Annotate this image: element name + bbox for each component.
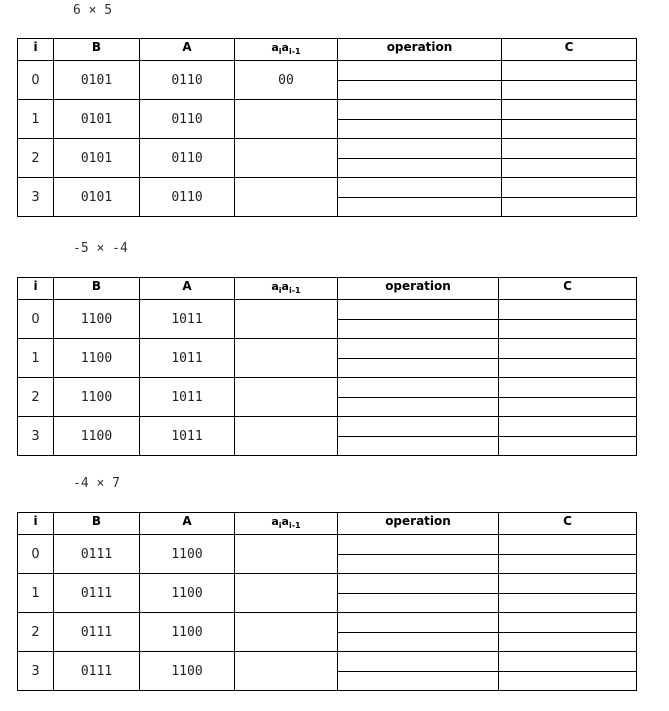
cell-pair[interactable]: [235, 652, 338, 691]
problem-caption: 6 × 5: [73, 3, 113, 18]
header-a: A: [140, 278, 235, 300]
cell-a: 1100: [140, 652, 235, 691]
cell-i: 3: [18, 178, 54, 217]
header-pair: $a_ia_{i-1}$: [235, 513, 338, 535]
cell-i: 1: [18, 100, 54, 139]
cell-operation[interactable]: [338, 574, 499, 613]
cell-i: 0: [18, 300, 54, 339]
cell-c[interactable]: [502, 61, 637, 100]
header-c: C: [499, 278, 637, 300]
problem-caption: -4 × 7: [73, 476, 120, 491]
header-operation: operation: [338, 513, 499, 535]
cell-pair[interactable]: [235, 178, 338, 217]
cell-i: 2: [18, 139, 54, 178]
table-row: [18, 178, 637, 217]
cell-c[interactable]: [499, 613, 637, 652]
cell-a: 1011: [140, 339, 235, 378]
table-row: [18, 574, 637, 613]
cell-operation[interactable]: [338, 300, 499, 339]
cell-pair[interactable]: [235, 574, 338, 613]
cell-i: 3: [18, 417, 54, 456]
header-c: C: [499, 513, 637, 535]
cell-a: 1100: [140, 574, 235, 613]
cell-pair[interactable]: [235, 300, 338, 339]
header-b: B: [54, 513, 140, 535]
cell-pair[interactable]: 00: [235, 61, 338, 100]
cell-pair[interactable]: [235, 613, 338, 652]
cell-b: 0111: [54, 652, 140, 691]
booth-table: [17, 277, 637, 456]
booth-table: [17, 512, 637, 691]
cell-i: 0: [18, 61, 54, 100]
cell-b: 1100: [54, 339, 140, 378]
header-pair: $a_ia_{i-1}$: [235, 39, 338, 61]
header-c: C: [502, 39, 637, 61]
cell-i: 2: [18, 613, 54, 652]
cell-i: 1: [18, 574, 54, 613]
table-row: [18, 417, 637, 456]
header-a: A: [140, 39, 235, 61]
cell-c[interactable]: [499, 535, 637, 574]
cell-b: 0101: [54, 61, 140, 100]
cell-c[interactable]: [499, 652, 637, 691]
table-row: [18, 300, 637, 339]
cell-pair[interactable]: [235, 417, 338, 456]
cell-i: 1: [18, 339, 54, 378]
header-i: i: [18, 513, 54, 535]
cell-a: 0110: [140, 61, 235, 100]
cell-a: 1100: [140, 535, 235, 574]
cell-c[interactable]: [499, 378, 637, 417]
header-operation: operation: [338, 278, 499, 300]
cell-operation[interactable]: [338, 100, 502, 139]
cell-operation[interactable]: [338, 378, 499, 417]
cell-i: 3: [18, 652, 54, 691]
cell-operation[interactable]: [338, 535, 499, 574]
cell-c[interactable]: [502, 100, 637, 139]
cell-a: 1011: [140, 300, 235, 339]
header-i: i: [18, 39, 54, 61]
header-operation: operation: [338, 39, 502, 61]
cell-b: 0111: [54, 574, 140, 613]
cell-a: 0110: [140, 100, 235, 139]
cell-b: 1100: [54, 417, 140, 456]
header-row: [18, 39, 637, 61]
cell-c[interactable]: [499, 417, 637, 456]
table-row: [18, 139, 637, 178]
cell-a: 0110: [140, 178, 235, 217]
cell-c[interactable]: [502, 178, 637, 217]
header-a: A: [140, 513, 235, 535]
cell-operation[interactable]: [338, 339, 499, 378]
table-row: [18, 652, 637, 691]
table-row: [18, 535, 637, 574]
table-row: [18, 100, 637, 139]
cell-c[interactable]: [499, 339, 637, 378]
cell-c[interactable]: [499, 300, 637, 339]
problem-caption: -5 × -4: [73, 241, 128, 256]
cell-pair[interactable]: [235, 378, 338, 417]
table-row: [18, 61, 637, 100]
cell-a: 1011: [140, 378, 235, 417]
cell-operation[interactable]: [338, 613, 499, 652]
cell-operation[interactable]: [338, 139, 502, 178]
cell-b: 0111: [54, 535, 140, 574]
cell-b: 0101: [54, 139, 140, 178]
header-b: B: [54, 39, 140, 61]
cell-c[interactable]: [499, 574, 637, 613]
cell-pair[interactable]: [235, 535, 338, 574]
cell-operation[interactable]: [338, 652, 499, 691]
cell-pair[interactable]: [235, 139, 338, 178]
cell-operation[interactable]: [338, 417, 499, 456]
cell-a: 1100: [140, 613, 235, 652]
cell-i: 2: [18, 378, 54, 417]
cell-b: 0111: [54, 613, 140, 652]
cell-pair[interactable]: [235, 100, 338, 139]
table-row: [18, 613, 637, 652]
cell-a: 1011: [140, 417, 235, 456]
cell-a: 0110: [140, 139, 235, 178]
cell-b: 1100: [54, 378, 140, 417]
cell-c[interactable]: [502, 139, 637, 178]
header-b: B: [54, 278, 140, 300]
cell-i: 0: [18, 535, 54, 574]
cell-operation[interactable]: [338, 61, 502, 100]
header-row: [18, 513, 637, 535]
table-row: [18, 339, 637, 378]
header-pair: $a_ia_{i-1}$: [235, 278, 338, 300]
header-row: [18, 278, 637, 300]
header-i: i: [18, 278, 54, 300]
booth-table: [17, 38, 637, 217]
cell-operation[interactable]: [338, 178, 502, 217]
table-row: [18, 378, 637, 417]
cell-pair[interactable]: [235, 339, 338, 378]
cell-b: 0101: [54, 178, 140, 217]
cell-b: 0101: [54, 100, 140, 139]
cell-b: 1100: [54, 300, 140, 339]
